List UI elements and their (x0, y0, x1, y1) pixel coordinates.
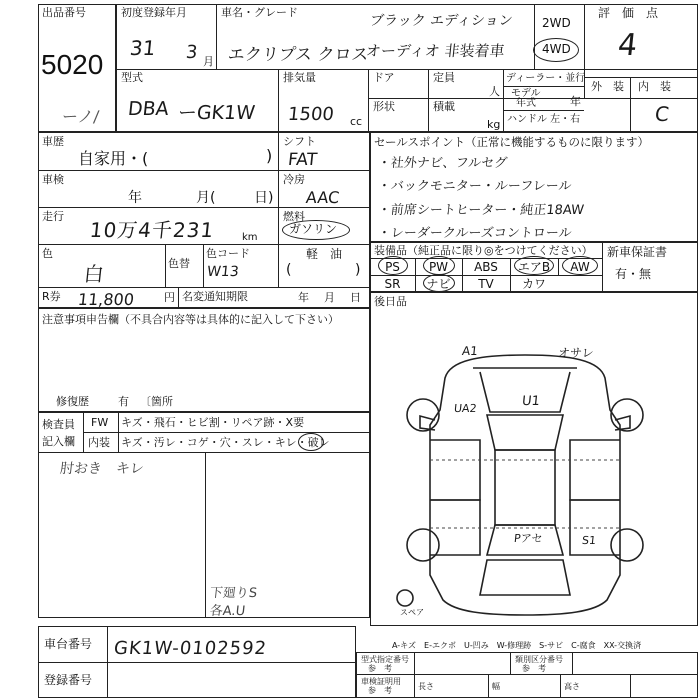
fuel-diesel: 軽 油 (306, 247, 343, 261)
interior-items: キズ・汚レ・コゲ・穴・スレ・キレ・破レ (121, 436, 330, 449)
mark-pate: Pアセ (513, 532, 544, 545)
shift-label: シフト (283, 135, 316, 148)
notes-label: 注意事項申告欄（不具合内容等は具体的に記入して下さい） (42, 313, 339, 326)
color-label: 色 (42, 247, 53, 260)
equip-tv: TV (478, 277, 494, 291)
shift-value: FAT (286, 150, 318, 170)
ac-value: AAC (305, 188, 341, 207)
equip-abs: ABS (474, 260, 498, 274)
name-change-year: 年 (298, 291, 309, 304)
displacement: 1500 (286, 104, 335, 125)
first-reg-month-unit: 月 (203, 55, 214, 68)
grade-line2: オーディオ 非装着車 (365, 42, 506, 60)
shaken-label: 車検 (42, 173, 64, 186)
inspector-note1: 肘おき キレ (59, 461, 145, 477)
mileage-unit: km (242, 232, 258, 243)
diagram-title: 後日品 (374, 295, 407, 308)
sales-point-2: ・バックモニター・ルーフレール (377, 179, 573, 194)
shaken-month: 月( (196, 190, 216, 206)
sales-point-3: ・前席シートヒーター・純正18AW (377, 203, 585, 218)
interior-grade: C (653, 102, 671, 126)
length-label: 長さ (418, 682, 434, 691)
drive-2wd: 2WD (542, 16, 571, 30)
shaken-day: 日) (254, 190, 274, 206)
mark-a1: A1 (461, 344, 479, 358)
category-label2: 参 考 (522, 664, 546, 673)
interior-kire-circle (298, 433, 324, 451)
history-label: 車歴 (42, 135, 64, 148)
color-code-label: 色コード (206, 247, 250, 260)
ac-label: 冷房 (283, 173, 305, 186)
lot-label: 出品番号 (42, 6, 86, 19)
equip-sr: SR (384, 277, 401, 291)
fuel-gasoline: ガソリン (289, 222, 338, 236)
category-label1: 類別区分番号 (515, 655, 563, 664)
equip-leather: カワ (521, 277, 546, 291)
sales-point-4: ・レーダークルーズコントロール (377, 226, 573, 241)
mark-s1: S1 (581, 534, 597, 547)
mileage-label: 走行 (42, 210, 64, 223)
mark-u1: U1 (521, 394, 541, 409)
inspector-note3: 各A.U (209, 604, 246, 619)
color-code-paren-open: ( (286, 262, 292, 278)
first-reg-year: 31 (128, 36, 157, 60)
sales-point-1: ・社外ナビ、フルセグ (377, 156, 508, 171)
history-value: 自家用・( (78, 149, 149, 168)
model-designation-label1: 型式指定番号 (361, 655, 409, 664)
load-label: 積載 (433, 100, 455, 113)
car-damage-diagram (395, 350, 660, 620)
car-name-label: 車名・グレード (221, 6, 298, 19)
exterior-label: 外 装 (591, 80, 624, 93)
repair-value: 有 (118, 395, 129, 408)
inspector-label1: 検査員 (42, 418, 75, 431)
model-year-label2: 年式 (516, 98, 536, 109)
model-designation-label2: 参 考 (368, 664, 392, 673)
width-label: 幅 (492, 682, 500, 691)
repair-place: 〔箇所 (140, 395, 173, 408)
history-close: ) (266, 146, 273, 165)
score-label: 評 価 点 (598, 6, 659, 20)
equip-ps: PS (385, 260, 400, 274)
spare-label: スペア (400, 608, 424, 617)
r-amount: 11,800 (77, 290, 135, 309)
first-reg-label: 初度登録年月 (121, 6, 187, 19)
chassis-number: GK1W-0102592 (112, 638, 269, 659)
model-prefix: DBA (126, 98, 170, 120)
model-code: ーGK1W (176, 102, 257, 124)
mark-ozare: オサレ (557, 346, 595, 360)
equip-aw-circle (562, 256, 598, 275)
mark-ua2: UA2 (453, 402, 478, 415)
fw-items: キズ・飛石・ヒビ割・リペア跡・X要 (121, 416, 305, 429)
lot-hand-extra: ーノ/ (60, 107, 100, 126)
fuel-label: 燃料 (283, 210, 305, 223)
name-change-month: 月 (324, 291, 335, 304)
model-year-label1: モデル (511, 88, 541, 99)
equip-airbag-circle (514, 256, 554, 275)
model-year-unit: 年 (570, 95, 581, 108)
capacity-unit: 人 (489, 85, 500, 98)
color-change-label: 色替 (168, 257, 190, 270)
color-value: 白 (82, 262, 106, 286)
equip-pw-circle (423, 256, 455, 275)
r-unit: 円 (164, 291, 175, 304)
equip-aw: AW (570, 260, 590, 274)
name-change-label: 名変通知期限 (182, 290, 248, 303)
body-label: 形状 (373, 100, 395, 113)
color-code: W13 (206, 264, 240, 280)
cert-label1: 車検証明用 (361, 677, 401, 686)
mileage: 10万4千231 (88, 218, 216, 242)
load-unit: kg (487, 118, 501, 131)
displacement-unit: cc (350, 115, 363, 128)
first-reg-month: 3 (184, 42, 199, 63)
warranty-values: 有・無 (615, 267, 652, 281)
warranty-label: 新車保証書 (607, 245, 668, 259)
equip-pw: PW (428, 260, 449, 274)
damage-legend: A-キズ E-エクボ U-凹み W-修理跡 S-サビ C-腐食 XX-交換済 (392, 641, 642, 650)
shaken-year: 年 (128, 190, 142, 206)
equip-navi-circle (423, 274, 455, 292)
name-change-day: 日 (350, 291, 361, 304)
grade-line1: ブラック エディション (369, 13, 514, 29)
car-name: エクリプス クロス (226, 45, 370, 65)
cert-label2: 参 考 (368, 686, 392, 695)
color-code-paren-close: ) (355, 262, 361, 278)
interior-check-label: 内装 (88, 436, 110, 449)
inspector-note2: 下廻りS (209, 586, 258, 601)
equip-ps-circle (378, 256, 408, 275)
sales-title: セールスポイント（正常に機能するものに限ります） (374, 135, 649, 149)
capacity-label: 定員 (433, 71, 455, 84)
fw-label: FW (91, 416, 109, 429)
equip-navi: ナビ (426, 277, 451, 291)
handle-label: ハンドル 左・右 (507, 114, 581, 125)
lot-number: 5020 (41, 49, 104, 80)
equip-airbag: エアB (517, 260, 551, 274)
equipment-title: 装備品（純正品に限り◎をつけてください） (374, 244, 593, 257)
displacement-label: 排気量 (283, 71, 316, 84)
doors-label: ドア (373, 71, 395, 84)
interior-label: 内 装 (638, 80, 671, 93)
inspector-label2: 記入欄 (42, 435, 75, 448)
model-label: 型式 (121, 71, 143, 84)
height-label: 高さ (564, 682, 580, 691)
chassis-label: 車台番号 (44, 637, 93, 651)
repair-label: 修復歴 (56, 395, 89, 408)
drive-4wd: 4WD (542, 42, 571, 56)
dealer-label: ディーラー・並行 (506, 73, 586, 84)
reg-label: 登録番号 (44, 673, 93, 687)
r-label: R券 (42, 290, 61, 303)
score-value: 4 (616, 28, 639, 63)
